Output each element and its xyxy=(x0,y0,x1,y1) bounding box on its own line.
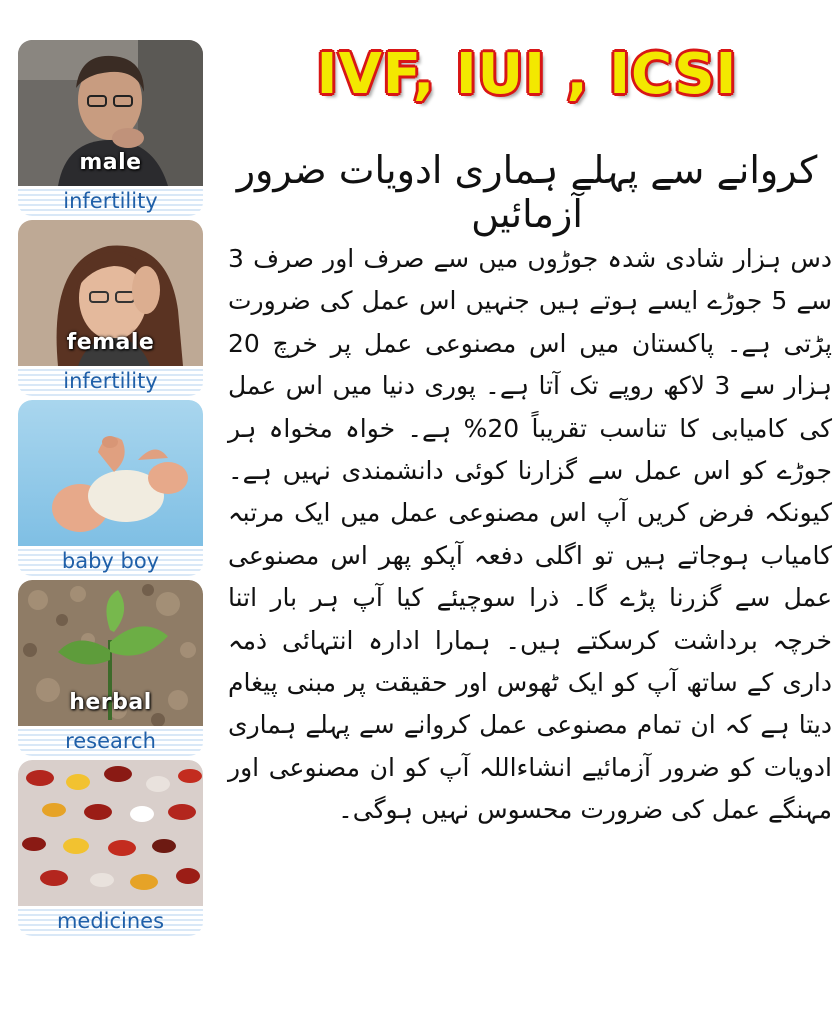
body-text: دس ہزار شادی شدہ جوڑوں میں سے صرف اور صرف 3 سے 5 جوڑے ایسے ہوتے ہیں جنہیں اس عمل کی ضرورت پڑتی ہے۔ پاکستان میں اس مصنوعی عمل پر خرچ 20 ہزار سے 3 لاکھ روپے تک آتا ہے۔ پوری دنیا میں اس عمل کی کامیابی کا تناسب تقریباً 20% ہے۔ خواہ مخواہ ہر جوڑے کو اس عمل سے گزارنا کوئی دانشمندی نہیں ہے۔ کیونکہ فرض کریں آپ اس مصنوعی عمل میں ایک مرتبہ کامیاب ہوجاتے ہیں تو اگلی دفعہ آپکو پھر اس مصنوعی عمل سے گزرنا پڑے گا۔ ذرا سوچیئے کیا آپ ہر بار اتنا خرچہ برداشت کرسکتے ہیں۔ ہمارا ادارہ انتہائی ذمہ داری کے ساتھ آپ کو ایک ٹھوس اور حقیقت پر مبنی پیغام دیتا ہے کہ ان تمام مصنوعی عمل کروانے سے پہلے ہماری ادویات کو ضرور آزمائیے انشاءاللہ آپ کو ان مصنوعی اور مہنگے عمل کی ضرورت محسوس نہیں ہوگی۔ xyxy=(228,244,832,825)
pills-image xyxy=(18,760,203,906)
card-male-infertility xyxy=(18,40,203,216)
card-word: male xyxy=(79,150,142,175)
card-word: female xyxy=(66,330,155,355)
card-sub-label: infertility xyxy=(18,186,203,216)
card-female-infertility xyxy=(18,220,203,396)
card-medicines xyxy=(18,760,203,936)
page-title: IVF, IUI , ICSI xyxy=(316,42,738,107)
card-baby-boy xyxy=(18,400,203,576)
baby-image xyxy=(18,400,203,546)
card-word: herbal xyxy=(69,690,152,715)
card-sub-label: research xyxy=(18,726,203,756)
card-sub-label: baby boy xyxy=(18,546,203,576)
sidebar xyxy=(18,40,203,940)
card-sub-label: infertility xyxy=(18,366,203,396)
page-subtitle: کروانے سے پہلے ہماری ادویات ضرور آزمائیں xyxy=(236,148,818,236)
card-herbal-research xyxy=(18,580,203,756)
card-sub-label: medicines xyxy=(18,906,203,936)
